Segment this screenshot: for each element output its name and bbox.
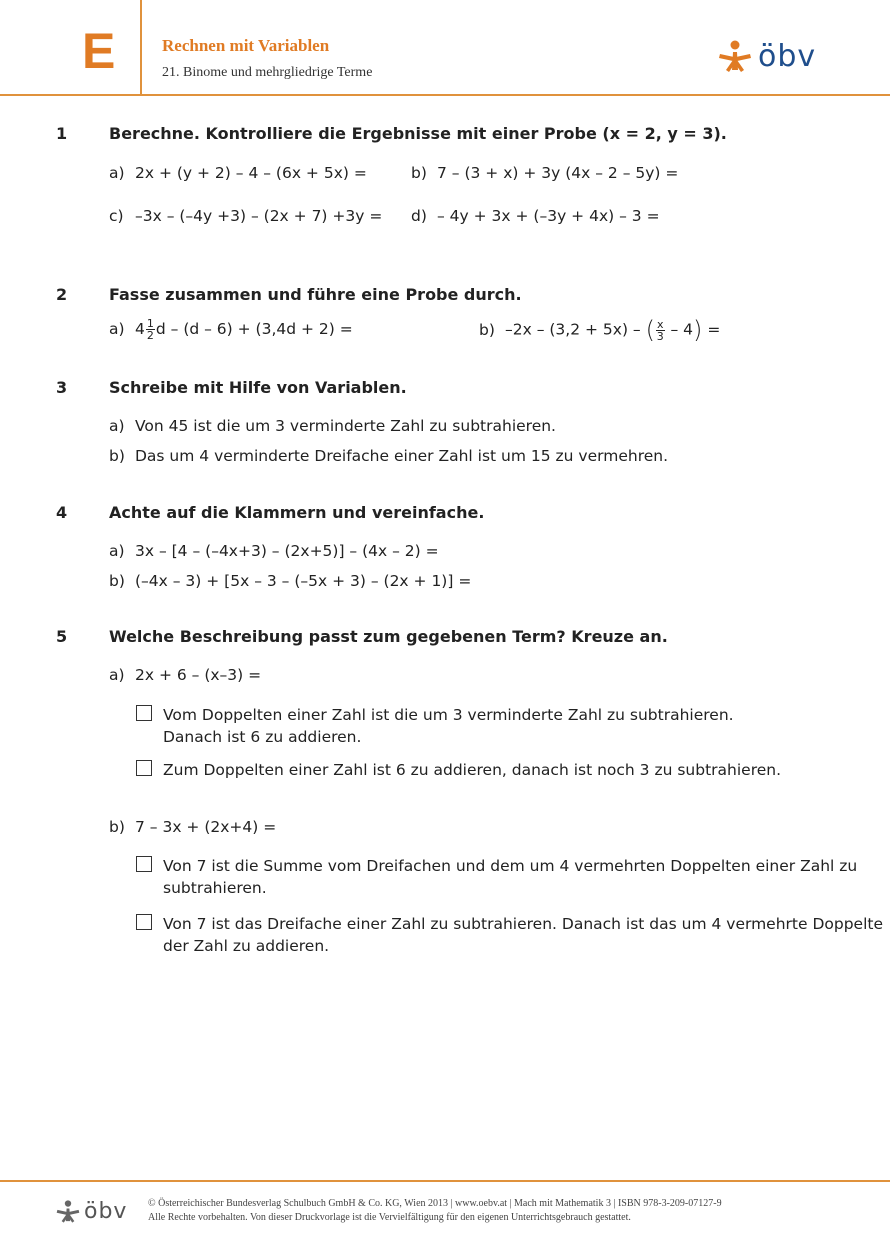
level-letter: E [82, 23, 116, 79]
exercise-item: d) – 4y + 3x + (–3y + 4x) – 3 = [411, 207, 660, 225]
exercise-item: a) 2x + 6 – (x–3) = [109, 666, 262, 684]
header-divider [0, 94, 890, 96]
exercise-item: b) Das um 4 verminderte Dreifache einer Zahl ist um 15 zu vermehren. [109, 447, 669, 465]
page-subtitle: 21. Binome und mehrgliedrige Terme [162, 65, 373, 80]
exercise-item: a) 4 $\frac{1}{2}$ d – (d – 6) + (3,4d + 2) = [109, 317, 353, 342]
star-logo-icon [56, 1200, 80, 1224]
task-instruction: Welche Beschreibung passt zum gegebenen Term? Kreuze an. [109, 627, 668, 646]
task-instruction: Berechne. Kontrolliere die Ergebnisse mit einer Probe (x = 2, y = 3). [109, 124, 727, 143]
fraction: $\frac{1}{2}$ [146, 317, 154, 342]
footer-logo [56, 1200, 127, 1224]
task-number: 4 [56, 503, 68, 522]
exercise-item: b) 7 – (3 + x) + 3y (4x – 2 – 5y) = [411, 164, 679, 182]
exercise-item: a) 2x + (y + 2) – 4 – (6x + 5x) = [109, 164, 367, 182]
answer-option: Zum Doppelten einer Zahl ist 6 zu addieren, danach ist noch 3 zu subtrahieren. [163, 761, 782, 779]
exercise-item: a) Von 45 ist die um 3 verminderte Zahl zu subtrahieren. [109, 417, 556, 435]
exercise-item: b) –2x – (3,2 + 5x) – ( $\frac{x}{3}$ – 4) = [479, 316, 721, 344]
exercise-item: b) 7 – 3x + (2x+4) = [109, 818, 277, 836]
task-number: 2 [56, 285, 68, 304]
footer-divider [0, 1180, 890, 1182]
logo-text: öbv [758, 39, 817, 74]
answer-checkbox[interactable] [136, 760, 152, 776]
page-title: Rechnen mit Variablen [162, 36, 330, 55]
task-instruction: Schreibe mit Hilfe von Variablen. [109, 378, 407, 397]
footer-copyright: © Österreichischer Bundesverlag Schulbuch GmbH & Co. KG, Wien 2013 | www.oebv.at | Mach mit Mathematik 3 | ISBN 978-3-209-07127-9 [148, 1198, 722, 1209]
star-logo-icon [718, 40, 752, 74]
answer-option: Von 7 ist das Dreifache einer Zahl zu subtrahieren. Danach ist das um 4 vermehrte Doppelte der Zahl zu addieren. [163, 915, 884, 955]
exercise-item: b) (–4x – 3) + [5x – 3 – (–5x + 3) – (2x + 1)] = [109, 572, 472, 590]
answer-checkbox[interactable] [136, 856, 152, 872]
task-instruction: Achte auf die Klammern und vereinfache. [109, 503, 485, 522]
answer-checkbox[interactable] [136, 914, 152, 930]
exercise-item: a) 3x – [4 – (–4x+3) – (2x+5)] – (4x – 2) = [109, 542, 439, 560]
header-divider-vertical [140, 0, 142, 94]
task-instruction: Fasse zusammen und führe eine Probe durch. [109, 285, 522, 304]
exercise-item: c) –3x – (–4y +3) – (2x + 7) +3y = [109, 207, 383, 225]
fraction: $\frac{x}{3}$ [656, 317, 664, 343]
answer-option: Von 7 ist die Summe vom Dreifachen und dem um 4 vermehrten Doppelten einer Zahl zu subtrahieren. [163, 857, 858, 897]
task-number: 5 [56, 627, 68, 646]
logo-text: öbv [84, 1199, 128, 1224]
footer-rights: Alle Rechte vorbehalten. Von dieser Druckvorlage ist die Vervielfältigung für den eigenen Unterrichtsgebrauch gestattet. [148, 1212, 631, 1223]
publisher-logo [718, 40, 816, 74]
task-number: 1 [56, 124, 68, 143]
task-number: 3 [56, 378, 68, 397]
answer-checkbox[interactable] [136, 705, 152, 721]
answer-option: Vom Doppelten einer Zahl ist die um 3 verminderte Zahl zu subtrahieren. Danach ist 6 zu addieren. [163, 706, 734, 746]
